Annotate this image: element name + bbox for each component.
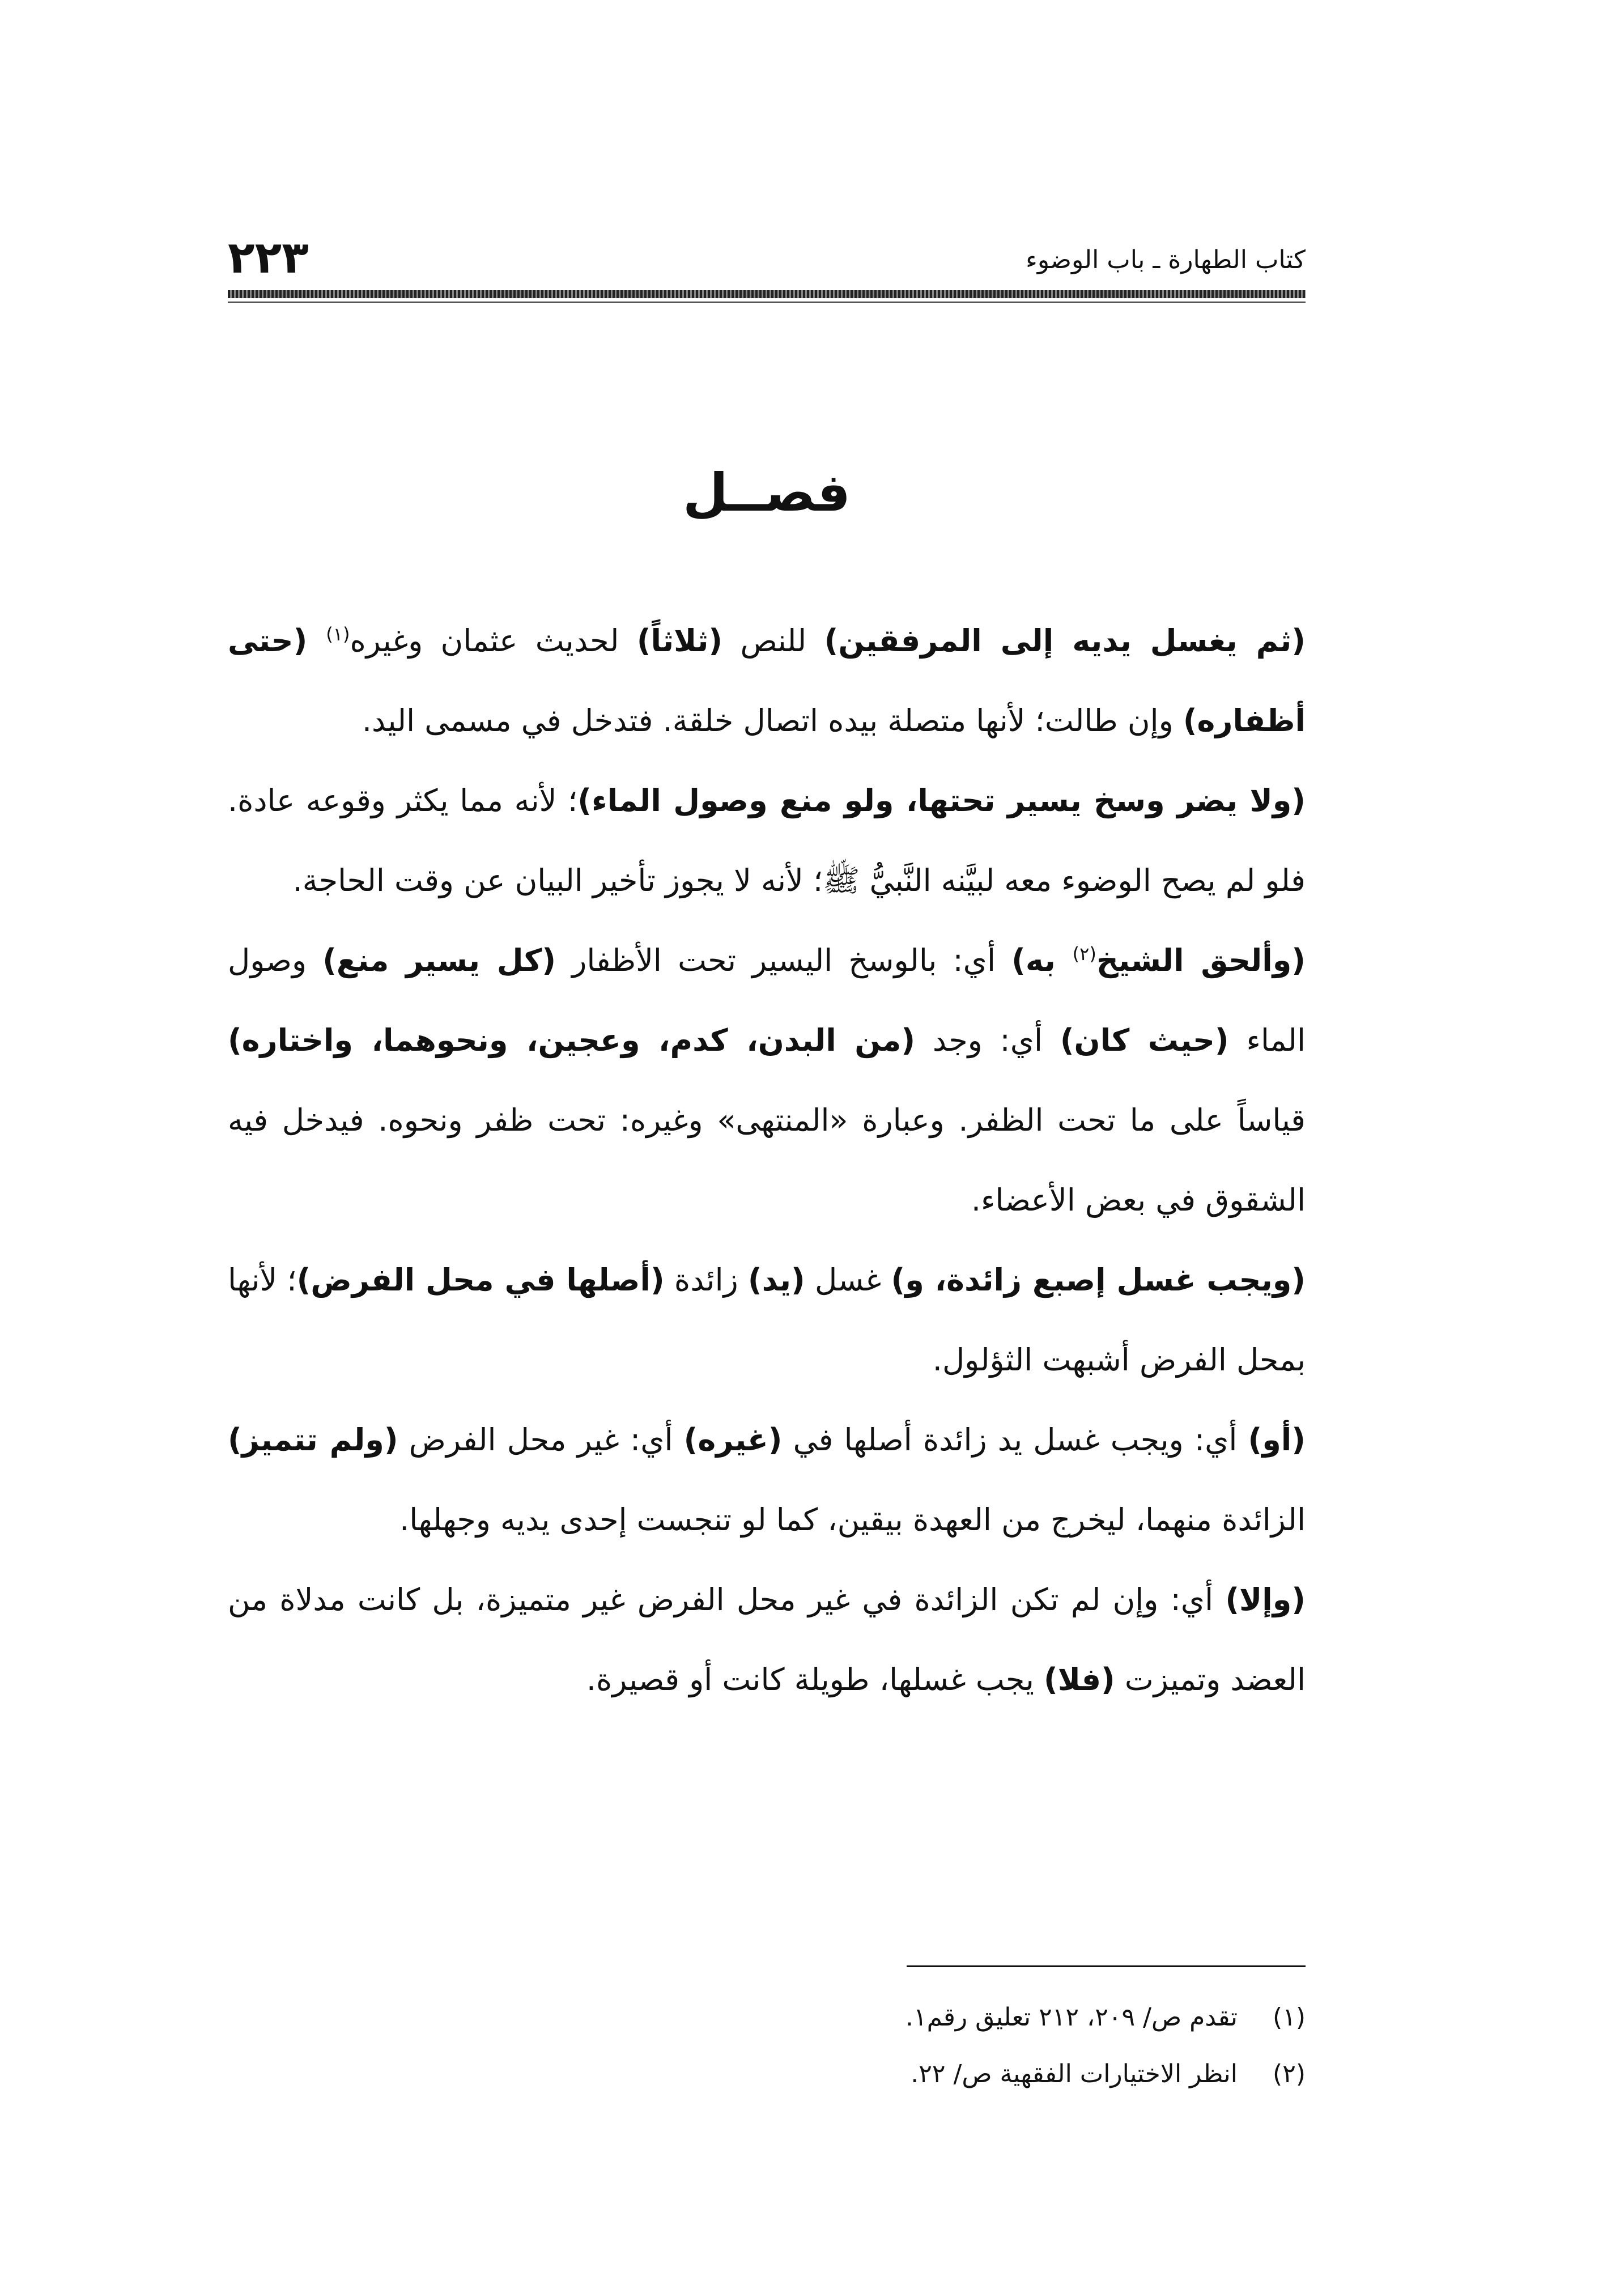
paragraph-1 [228,601,1306,761]
paragraph-6-bold-2: (فلا) [1044,1662,1115,1697]
footnote-1 [228,1989,1306,2046]
body-text [228,601,1306,1719]
paragraph-1-text-3: وإن طالت؛ لأنها متصلة بيده اتصال خلقة. فتدخل في مسمى اليد. [362,703,1183,738]
paragraph-4-text-2: زائدة [664,1262,748,1298]
footnote-2-text: انظر الاختيارات الفقهية ص/ ٢٢. [911,2060,1238,2088]
paragraph-3-text-1: أي: بالوسخ اليسير تحت الأظفار [556,942,1012,978]
paragraph-1-bold-3: (حتى أظفاره) [228,623,1306,738]
footnote-1-text: تقدم ص/ ٢٠٩، ٢١٢ تعليق رقم١. [905,2003,1238,2032]
footnote-rule [907,1965,1306,1967]
paragraph-5-bold-2: (غيره) [683,1422,783,1458]
paragraph-5 [228,1400,1306,1560]
paragraph-3-bold-2: به) [1011,942,1073,978]
paragraph-1-bold-2: (ثلاثاً) [636,623,723,659]
paragraph-6-bold-1: (وإلا) [1225,1582,1306,1617]
paragraph-1-bold-1: (ثم يغسل يديه إلى المرفقين) [824,623,1306,659]
paragraph-4-text-3: ؛ لأنها بمحل الفرض أشبهت الثؤلول. [228,1262,1306,1378]
paragraph-5-text-3: الزائدة منهما، ليخرج من العهدة بيقين، كما لو تنجست إحدى يديه وجهلها. [399,1502,1306,1538]
paragraph-4-bold-3: (أصلها في محل الفرض) [296,1262,665,1298]
header-rule-thin [228,302,1306,303]
paragraph-4-bold-1: (ويجب غسل إصبع زائدة، و) [891,1262,1306,1298]
paragraph-6 [228,1560,1306,1719]
paragraph-6-text-1: أي: وإن لم تكن الزائدة في غير محل الفرض غير متميزة، بل كانت مدلاة من العضد وتميزت [228,1582,1306,1697]
paragraph-3 [228,920,1306,1240]
paragraph-5-text-1: أي: ويجب غسل يد زائدة أصلها في [782,1422,1248,1458]
paragraph-5-text-2: أي: غير محل الفرض [398,1422,684,1458]
paragraph-2-bold-1: (ولا يضر وسخ يسير تحتها، ولو منع وصول الماء) [577,783,1306,818]
footnote-2-number: (٢) [1273,2060,1306,2088]
paragraph-5-bold-1: (أو) [1248,1422,1306,1458]
footnotes [228,1989,1306,2103]
paragraph-3-bold-3: (كل يسير منع) [322,942,556,978]
paragraph-4 [228,1240,1306,1400]
paragraph-3-text-2: وصول الماء [228,942,1306,1058]
paragraph-3-bold-4: (حيث كان) [1060,1022,1229,1058]
running-head: كتاب الطهارة ـ باب الوضوء [1026,245,1306,274]
header-rule [228,290,1306,298]
paragraph-1-text-1: للنص [722,623,824,659]
section-title: فصــل [683,462,851,523]
footnote-ref-2: (٢) [1072,943,1096,965]
paragraph-3-text-4: قياساً على ما تحت الظفر. وعبارة «المنتهى» وغيره: تحت ظفر ونحوه. فيدخل فيه الشقوق في بعض الأعضاء. [228,1102,1306,1218]
paragraph-1-text-2: لحديث عثمان وغيره [350,623,637,659]
paragraph-2-text-1: ؛ لأنه مما يكثر وقوعه عادة. فلو لم يصح الوضوء معه لبيَّنه النَّبيُّ ﷺ؛ لأنه لا يجوز تأخير البيان عن وقت الحاجة. [228,783,1306,898]
paragraph-4-bold-2: (يد) [747,1262,805,1298]
paragraph-3-bold-5: (من البدن، كدم، وعجين، ونحوهما، واختاره) [228,1022,916,1058]
paragraph-3-text-3: أي: وجد [915,1022,1060,1058]
footnote-2 [228,2046,1306,2103]
page-header [228,232,1306,283]
footnote-ref-1: (١) [326,623,350,645]
paragraph-5-bold-3: (ولم تتميز) [228,1422,398,1458]
paragraph-6-text-2: يجب غسلها، طويلة كانت أو قصيرة. [586,1662,1044,1697]
footnote-1-number: (١) [1273,2003,1306,2032]
paragraph-2 [228,761,1306,920]
page-number: ٢٢٣ [228,232,309,283]
paragraph-3-bold-1: (وألحق الشيخ [1096,942,1306,978]
paragraph-4-text-1: غسل [805,1262,891,1298]
